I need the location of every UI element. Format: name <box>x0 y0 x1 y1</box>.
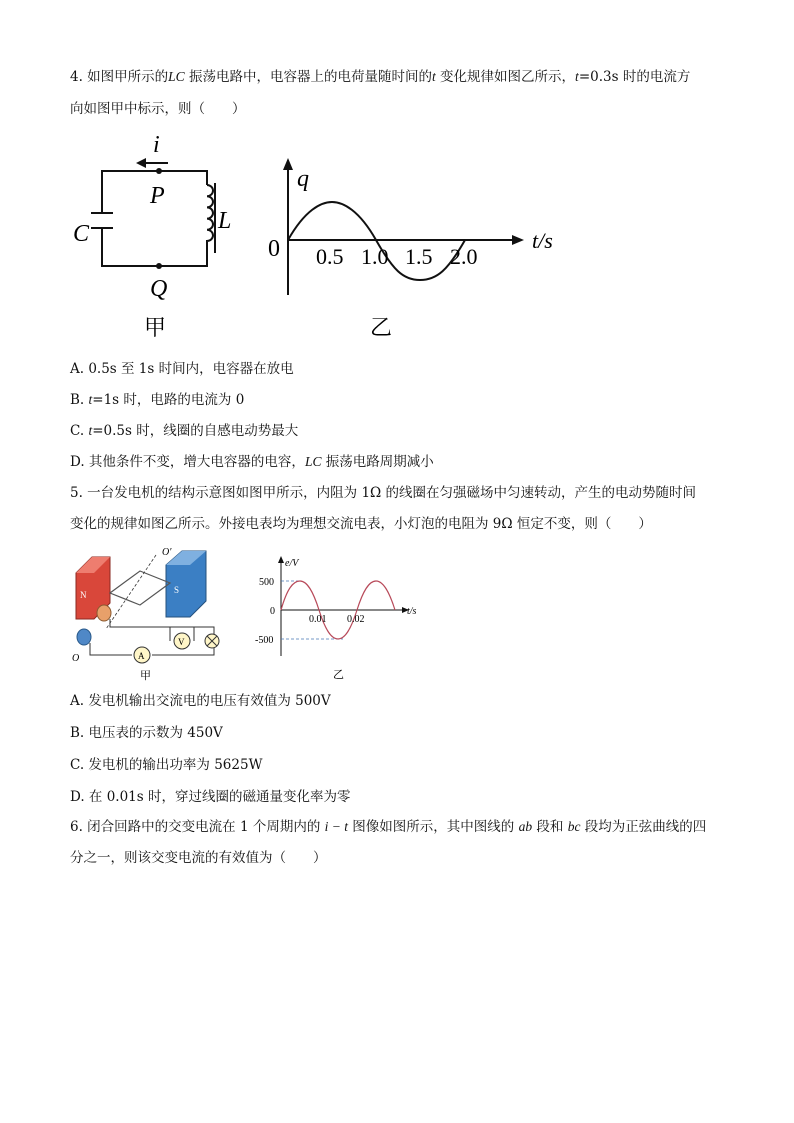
q5-stem-line-2: 变化的规律如图乙所示。外接电表均为理想交流电表，小灯泡的电阻为 9Ω 恒定不变，则（ ） <box>70 516 652 532</box>
axis-label-o: O <box>72 653 80 664</box>
point-label-p: P <box>150 183 165 209</box>
q5-stem-line-1: 5. 一台发电机的结构示意图如图甲所示，内阻为 1Ω 的线圈在匀强磁场中匀速转动，产生的电动势随时间 <box>70 485 697 501</box>
current-label-i: i <box>153 132 160 158</box>
graph-tick-2: 1.5 <box>405 244 433 269</box>
magnet-s-label: S <box>174 585 180 595</box>
graph-xtick-002: 0.02 <box>347 614 365 625</box>
q5-generator-figure <box>70 543 230 685</box>
axis-label-o-prime: O′ <box>162 547 172 558</box>
graph-ytick-neg500: -500 <box>255 635 274 646</box>
graph-xtick-001: 0.01 <box>309 614 327 625</box>
graph-tick-0: 0.5 <box>316 244 344 269</box>
q5-option-a[interactable]: A. 发电机输出交流电的电压有效值为 500V <box>70 693 331 709</box>
voltmeter-label: V <box>178 637 185 647</box>
graph-ytick-500: 500 <box>259 577 274 588</box>
q5-option-d[interactable]: D. 在 0.01s 时，穿过线圈的磁通量变化率为零 <box>70 789 351 805</box>
q4-option-a[interactable]: A. 0.5s 至 1s 时间内，电容器在放电 <box>70 361 294 377</box>
figure-caption-jia-5: 甲 <box>140 670 151 682</box>
q4-option-b[interactable]: B. t=1s 时，电路的电流为 0 <box>70 392 245 408</box>
graph-ylabel-e: e/V <box>285 558 299 569</box>
graph-xlabel: t/s <box>532 228 553 253</box>
graph-tick-1: 1.0 <box>361 244 389 269</box>
magnet-n-label: N <box>80 590 87 600</box>
graph-tick-3: 2.0 <box>450 244 478 269</box>
q4-stem-line-1: 4. 如图甲所示的LC 振荡电路中，电容器上的电荷量随时间的t 变化规律如图乙所示，t=0.3s 时的电流方 <box>70 69 691 85</box>
q4-option-c[interactable]: C. t=0.5s 时，线圈的自感电动势最大 <box>70 423 299 439</box>
q6-stem-line-2: 分之一，则该交变电流的有效值为（ ） <box>70 850 327 866</box>
inductor-label-l: L <box>218 208 232 234</box>
graph-origin-5: 0 <box>270 606 275 617</box>
q4-lc-circuit-figure <box>70 128 250 343</box>
q5-option-c[interactable]: C. 发电机的输出功率为 5625W <box>70 757 263 773</box>
q5-emf-time-graph <box>255 548 425 683</box>
graph-ylabel-q: q <box>297 166 309 192</box>
q4-stem-line-2: 向如图甲中标示，则（ ） <box>70 101 246 117</box>
q4-charge-time-graph <box>262 150 562 345</box>
q6-stem-line-1: 6. 闭合回路中的交变电流在 1 个周期内的 i − t 图像如图所示，其中图线的 ab 段和 bc 段均为正弦曲线的四 <box>70 819 707 835</box>
q5-option-b[interactable]: B. 电压表的示数为 450V <box>70 725 223 741</box>
figure-caption-jia: 甲 <box>144 315 167 340</box>
figure-caption-yi-5: 乙 <box>333 669 344 681</box>
figure-caption-yi: 乙 <box>370 315 393 340</box>
capacitor-label-c: C <box>73 221 90 247</box>
q4-option-d[interactable]: D. 其他条件不变，增大电容器的电容，LC 振荡电路周期减小 <box>70 454 434 470</box>
graph-xlabel-5: t/s <box>407 606 417 617</box>
ammeter-label: A <box>138 651 145 661</box>
graph-origin: 0 <box>268 236 280 262</box>
point-label-q: Q <box>150 276 168 302</box>
